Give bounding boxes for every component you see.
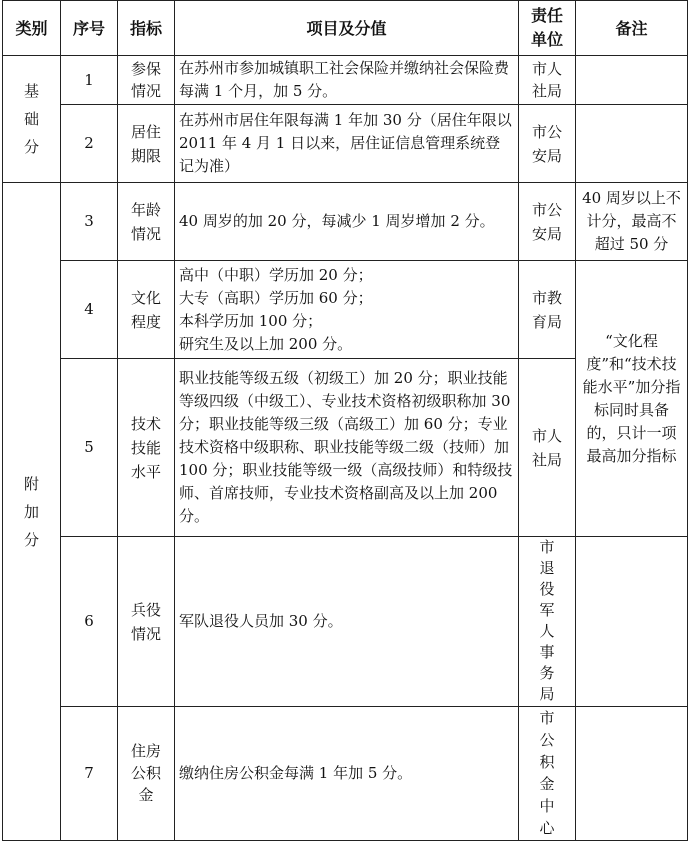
unit-cell: 市公安局 — [519, 183, 576, 261]
unit-cell: 市退役军人事务局 — [519, 537, 576, 707]
item-cell: 军队退役人员加 30 分。 — [175, 537, 519, 707]
indicator-cell: 参保情况 — [118, 56, 175, 105]
seq-cell: 1 — [61, 56, 118, 105]
note-cell-merged: “文化程度”和“技术技能水平”加分指标同时具备的，只计一项最高加分指标 — [576, 261, 688, 537]
unit-cell: 市公积金中心 — [519, 707, 576, 841]
seq-cell: 7 — [61, 707, 118, 841]
table-row — [3, 105, 688, 183]
item-line: 高中（中职）学历加 20 分； — [179, 265, 373, 284]
table-row — [3, 183, 688, 261]
header-item: 项目及分值 — [175, 1, 519, 56]
seq-cell: 5 — [61, 359, 118, 537]
item-cell: 缴纳住房公积金每满 1 年加 5 分。 — [175, 707, 519, 841]
header-unit: 责任单位 — [519, 1, 576, 56]
unit-cell: 市人社局 — [519, 56, 576, 105]
table-row — [3, 56, 688, 105]
table-row — [3, 537, 688, 707]
note-cell — [576, 56, 688, 105]
unit-cell: 市公安局 — [519, 105, 576, 183]
table-header-row — [3, 1, 688, 56]
indicator-cell: 住房公积金 — [118, 707, 175, 841]
item-cell: 在苏州市居住年限每满 1 年加 30 分（居住年限以 2011 年 4 月 1 日以来，居住证信息管理系统登记为准） — [175, 105, 519, 183]
note-cell — [576, 105, 688, 183]
table-row — [3, 707, 688, 841]
indicator-cell: 年龄情况 — [118, 183, 175, 261]
indicator-cell: 兵役情况 — [118, 537, 175, 707]
seq-cell: 3 — [61, 183, 118, 261]
unit-cell: 市人社局 — [519, 359, 576, 537]
unit-cell: 市教育局 — [519, 261, 576, 359]
indicator-cell: 文化程度 — [118, 261, 175, 359]
points-table — [2, 0, 688, 841]
category-basic: 基础分 — [23, 82, 39, 156]
category-basic-cell — [3, 56, 61, 183]
category-additional: 附加分 — [23, 474, 39, 549]
item-cell: 职业技能等级五级（初级工）加 20 分；职业技能等级四级（中级工）、专业技术资格初级职称加 30 分；职业技能等级三级（高级工）加 60 分；专业技术资格中级职称、职业技能等级二级（技师）加 100 分；职业技能等级一级（高级技师）和特级技师、首席技师，专业技术资格副高及以上加 200 分。 — [175, 359, 519, 537]
category-additional-cell — [3, 183, 61, 841]
seq-cell: 4 — [61, 261, 118, 359]
header-seq: 序号 — [61, 1, 118, 56]
seq-cell: 6 — [61, 537, 118, 707]
header-category: 类别 — [3, 1, 61, 56]
note-cell: 40 周岁以上不计分，最高不超过 50 分 — [576, 183, 688, 261]
item-line: 本科学历加 100 分； — [179, 311, 323, 330]
item-cell — [175, 261, 519, 359]
item-cell: 40 周岁的加 20 分，每减少 1 周岁增加 2 分。 — [175, 183, 519, 261]
indicator-cell: 居住期限 — [118, 105, 175, 183]
item-line: 大专（高职）学历加 60 分； — [179, 288, 373, 307]
seq-cell: 2 — [61, 105, 118, 183]
header-indicator: 指标 — [118, 1, 175, 56]
note-cell — [576, 537, 688, 707]
item-cell: 在苏州市参加城镇职工社会保险并缴纳社会保险费每满 1 个月，加 5 分。 — [175, 56, 519, 105]
indicator-cell: 技术技能水平 — [118, 359, 175, 537]
header-note: 备注 — [576, 1, 688, 56]
item-line: 研究生及以上加 200 分。 — [179, 334, 353, 353]
note-cell — [576, 707, 688, 841]
table-row — [3, 261, 688, 359]
